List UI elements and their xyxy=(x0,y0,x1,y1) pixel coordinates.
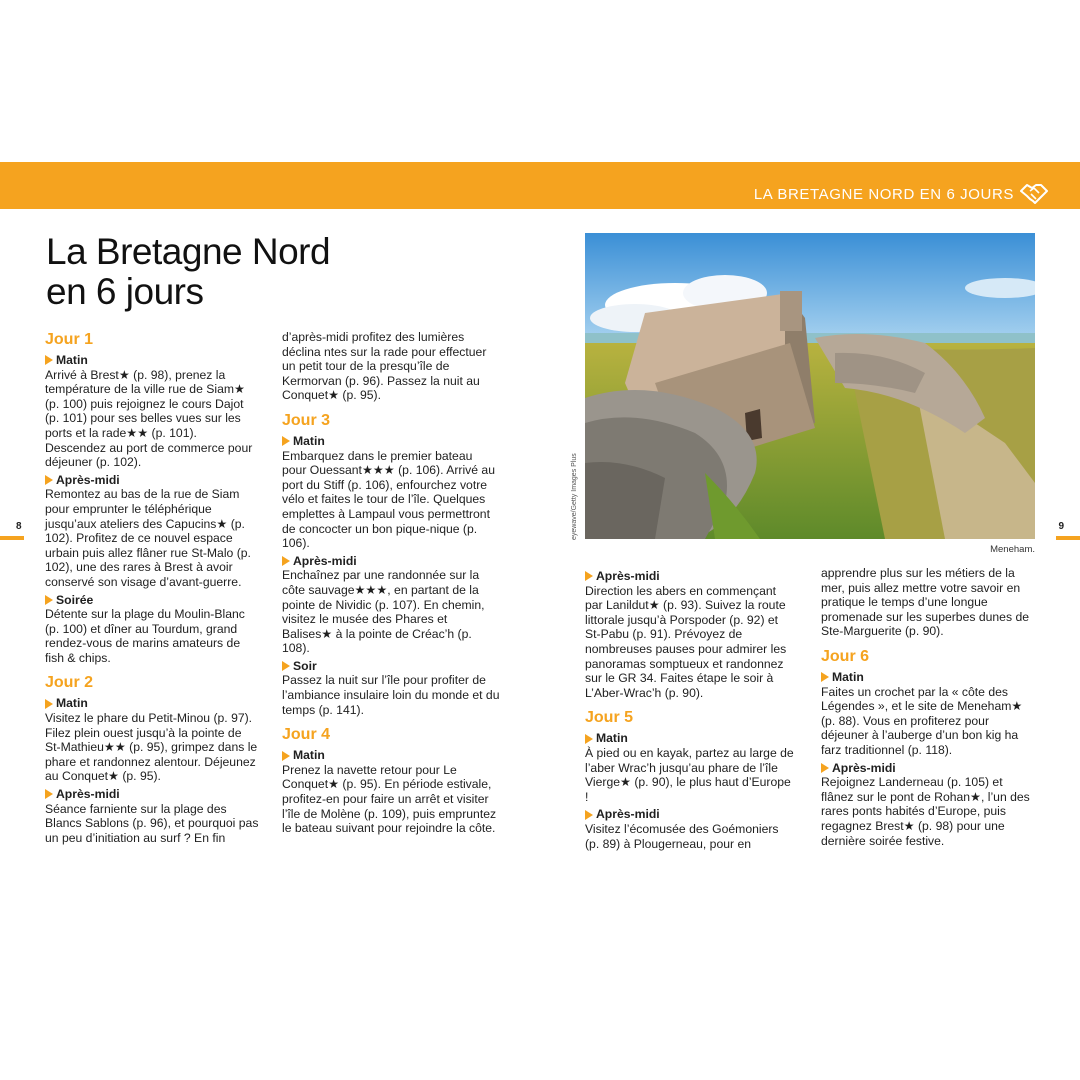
handshake-icon xyxy=(1020,182,1048,206)
itinerary-paragraph: Visitez le phare du Petit-Minou (p. 97). Filez plein ouest jusqu’à la pointe de St-Mathieu★★ (p. 95), grimpez dans le phare et randonnez alentour. Déjeunez au Conquet★ (p. 95). xyxy=(45,711,258,784)
itinerary-paragraph: Enchaînez par une randonnée sur la côte sauvage★★★, en partant de la pointe de Nividic (p. 107). En chemin, visitez le musée des Phares et Balises★ à la pointe de Créac’h (p. 108). xyxy=(282,568,485,656)
page-tab-right xyxy=(1056,536,1080,540)
time-subheading-label: Après-midi xyxy=(596,807,660,822)
title-line-1: La Bretagne Nord xyxy=(46,231,331,272)
itinerary-paragraph: Prenez la navette retour pour Le Conquet★ (p. 95). En période estivale, profitez-en pour faire un arrêt et visiter l’île de Molène (p. 109), puis empruntez le bateau suivant pour rejoindre la côte. xyxy=(282,762,497,836)
triangle-bullet-icon xyxy=(45,789,53,799)
itinerary-paragraph: Séance farniente sur la plage des Blancs Sablons (p. 96), et pourquoi pas un peu d’initiation au surf ? En fin xyxy=(45,801,259,845)
time-subheading xyxy=(585,731,795,746)
itinerary-paragraph: Direction les abers en commençant par Lanildut★ (p. 93). Suivez la route littorale jusqu’à Porspoder (p. 92) et St-Pabu (p. 91). Prévoyez de nombreuses pauses pour admirer les panoramas somptueux et randonnez sur le GR 34. Faites étape le soir à L’Aber-Wrac’h (p. 90). xyxy=(585,583,787,700)
itinerary-paragraph: Visitez l’écomusée des Goémoniers (p. 89) à Plougerneau, pour en xyxy=(585,821,779,851)
triangle-bullet-icon xyxy=(282,661,290,671)
time-subheading-label: Soirée xyxy=(56,592,94,607)
itinerary-paragraph: d’après-midi profitez des lumières déclina ntes sur la rade pour effectuer un petit tour de la presqu’île de Kermorvan (p. 96). Passez la nuit au Conquet★ (p. 95). xyxy=(282,330,487,403)
time-subheading xyxy=(282,748,500,763)
time-subheading xyxy=(282,554,500,569)
itinerary-paragraph: À pied ou en kayak, partez au large de l’aber Wrac’h jusqu’au phare de l’île Vierge★ (p. 90), le plus haut d’Europe ! xyxy=(585,745,794,804)
photo-credit: eyewave/Getty Images Plus xyxy=(571,453,578,540)
page-title xyxy=(46,232,330,312)
day-heading: Jour 6 xyxy=(821,647,870,665)
itinerary-paragraph: Embarquez dans le premier bateau pour Ouessant★★★ (p. 106). Arrivé au port du Stiff (p. 106), enfourchez votre vélo et faites le tour de l’île. Quelques emplettes à Lampaul vous permettront de concocter un bon pique-nique (p. 106). xyxy=(282,448,495,551)
itinerary-paragraph: Détente sur la plage du Moulin-Blanc (p. 100) et dîner au Tourdum, grand rendez-vous de marins amateurs de fish & chips. xyxy=(45,607,245,665)
time-subheading xyxy=(585,569,795,584)
triangle-bullet-icon xyxy=(585,810,593,820)
chapter-title: LA BRETAGNE NORD EN 6 JOURS xyxy=(753,186,1014,203)
day-heading: Jour 5 xyxy=(585,709,634,727)
itinerary-paragraph: Rejoignez Landerneau (p. 105) et flânez sur le pont de Rohan★, l’un des rares ponts habités d’Europe, puis regagnez Brest★ (p. 98) pour une dernière soirée festive. xyxy=(821,775,1030,848)
day-heading: Jour 4 xyxy=(282,726,331,744)
time-subheading-label: Matin xyxy=(56,696,88,711)
time-subheading xyxy=(821,670,1031,685)
time-subheading xyxy=(585,807,795,822)
day-heading: Jour 3 xyxy=(282,411,331,429)
triangle-bullet-icon xyxy=(45,595,53,605)
time-subheading-label: Matin xyxy=(832,669,864,684)
triangle-bullet-icon xyxy=(585,571,593,581)
triangle-bullet-icon xyxy=(282,751,290,761)
time-subheading xyxy=(282,659,500,674)
page-tab-left xyxy=(0,536,24,540)
triangle-bullet-icon xyxy=(282,436,290,446)
time-subheading-label: Après-midi xyxy=(56,472,120,487)
chapter-banner xyxy=(0,162,1080,209)
triangle-bullet-icon xyxy=(585,734,593,744)
triangle-bullet-icon xyxy=(821,763,829,773)
itinerary-paragraph: Passez la nuit sur l’île pour profiter de l’ambiance insulaire loin du monde et du temps (p. 141). xyxy=(282,673,500,717)
time-subheading xyxy=(45,353,260,368)
triangle-bullet-icon xyxy=(45,475,53,485)
triangle-bullet-icon xyxy=(282,556,290,566)
triangle-bullet-icon xyxy=(821,672,829,682)
column-2 xyxy=(282,330,500,836)
time-subheading-label: Matin xyxy=(293,748,325,763)
time-subheading-label: Matin xyxy=(56,353,88,367)
column-1 xyxy=(45,330,260,845)
time-subheading xyxy=(45,787,260,802)
triangle-bullet-icon xyxy=(45,355,53,365)
time-subheading-label: Soir xyxy=(293,658,317,673)
title-line-2: en 6 jours xyxy=(46,271,204,312)
photo-caption: Meneham. xyxy=(990,544,1035,555)
time-subheading-label: Matin xyxy=(596,731,628,746)
day-heading: Jour 2 xyxy=(45,674,94,692)
itinerary-paragraph: Arrivé à Brest★ (p. 98), prenez la température de la ville rue de Siam★ (p. 100) puis rejoignez le cours Dajot (p. 101) pour ses belles vues sur les ports et la rade★★ (p. 101). Descendez au port de commerce pour déjeuner (p. 102). xyxy=(45,367,253,470)
triangle-bullet-icon xyxy=(45,699,53,709)
time-subheading xyxy=(45,473,260,488)
time-subheading xyxy=(282,434,500,449)
time-subheading-label: Après-midi xyxy=(56,787,120,802)
column-4 xyxy=(821,566,1031,848)
time-subheading xyxy=(45,593,260,608)
column-3 xyxy=(585,566,795,851)
time-subheading-label: Après-midi xyxy=(596,569,660,583)
day-heading: Jour 1 xyxy=(45,331,94,348)
itinerary-paragraph: Remontez au bas de la rue de Siam pour emprunter le téléphérique jusqu’aux ateliers des Capucins★ (p. 102). Profitez de ce nouvel espace urbain puis allez flâner rue St-Malo (p. 102), une des rares à Brest à avoir conservé son visage d’avant-guerre. xyxy=(45,487,251,589)
time-subheading-label: Matin xyxy=(293,433,325,448)
time-subheading-label: Après-midi xyxy=(293,553,357,568)
itinerary-paragraph: apprendre plus sur les métiers de la mer, puis allez mettre votre savoir en pratique le temps d’une longue promenade sur les superbes dunes de Ste-Marguerite (p. 90). xyxy=(821,566,1029,639)
time-subheading-label: Après-midi xyxy=(832,760,896,775)
time-subheading xyxy=(821,761,1031,776)
meneham-photo xyxy=(585,233,1035,539)
page-number-right: 9 xyxy=(1058,521,1064,532)
time-subheading xyxy=(45,696,260,711)
page-number-left: 8 xyxy=(16,521,22,532)
itinerary-paragraph: Faites un crochet par la « côte des Légendes », et le site de Meneham★ (p. 88). Vous en profiterez pour déjeuner à l’auberge d’un bon kig ha farz traditionnel (p. 118). xyxy=(821,684,1023,757)
